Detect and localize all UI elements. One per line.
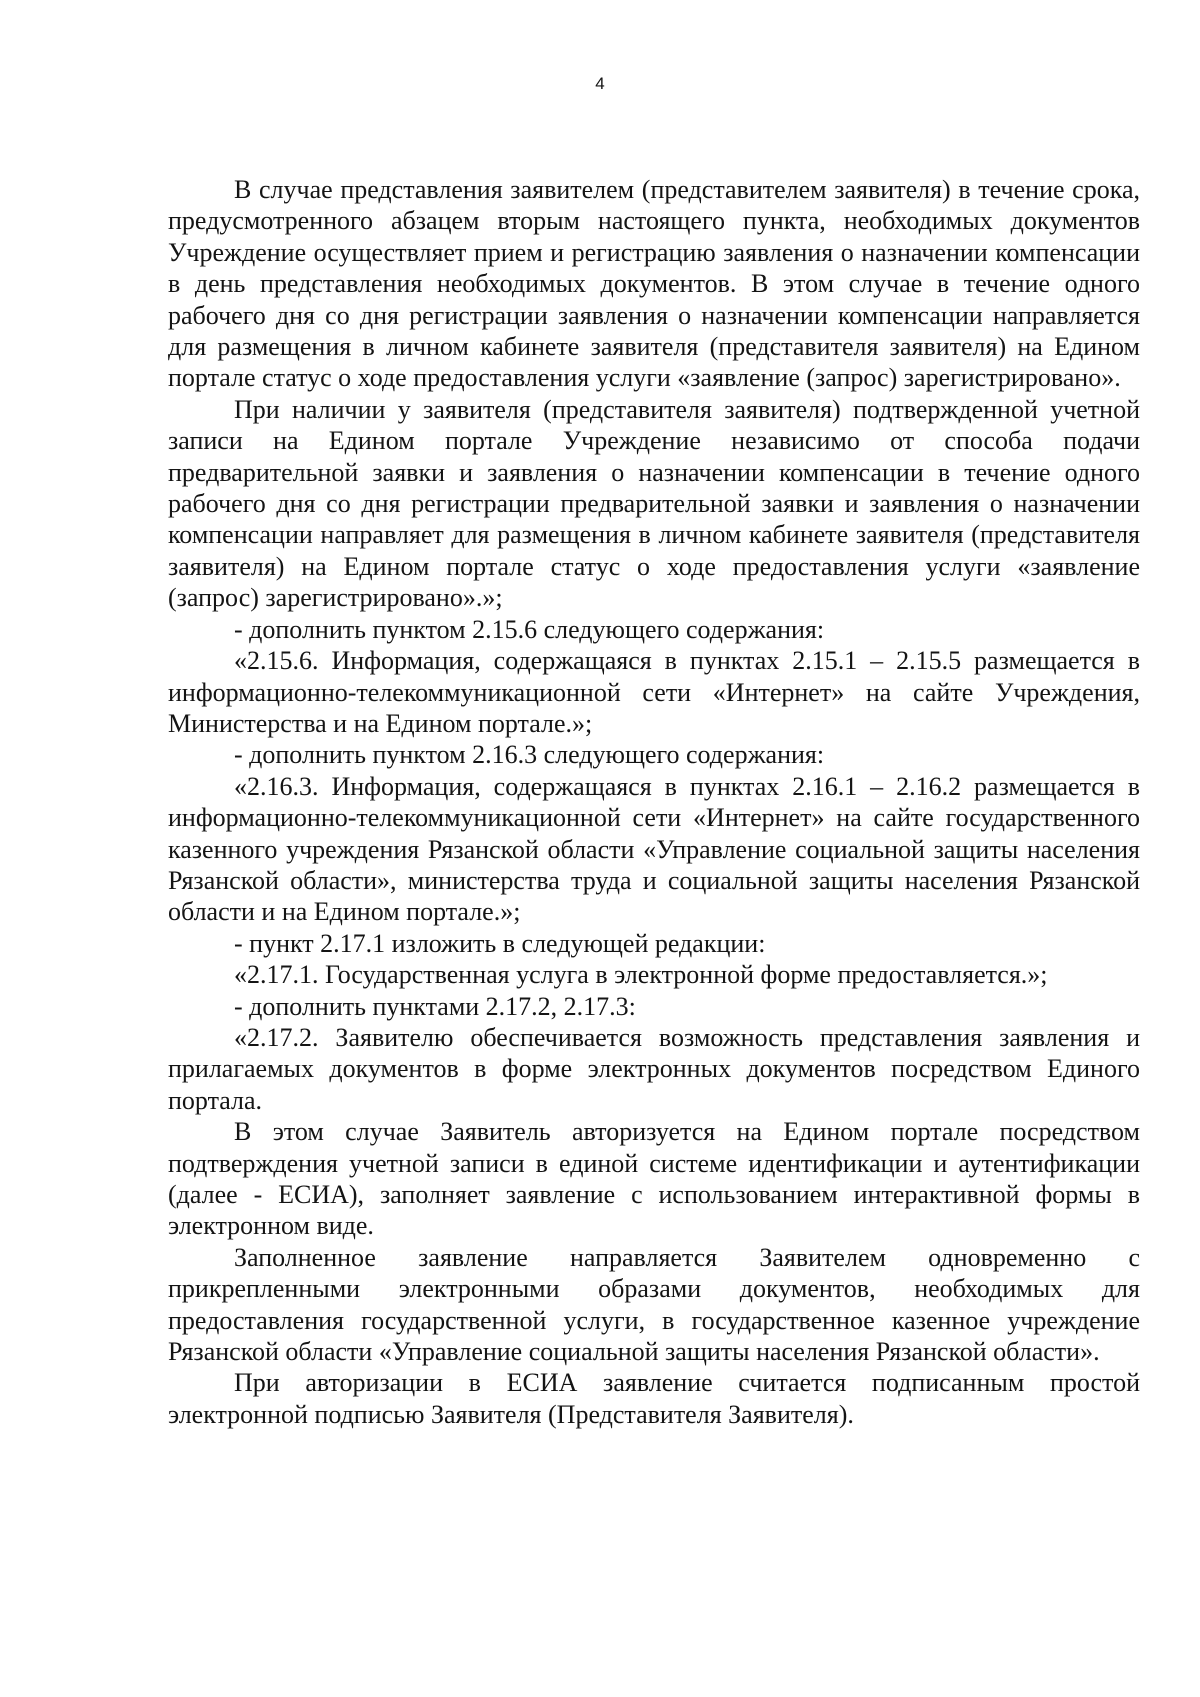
paragraph-esia-authorization: В этом случае Заявитель авторизуется на Едином портале посредством подтверждения учетной записи в единой системе идентификации и аутентификации (далее - ЕСИА), заполняет заявление с использованием интерактивной формы в электронном виде. <box>168 1117 1140 1241</box>
amendment-instruction-2-16-3: - дополнить пунктом 2.16.3 следующего содержания: <box>234 740 825 770</box>
clause-2-16-3: «2.16.3. Информация, содержащаяся в пунктах 2.16.1 – 2.16.2 размещается в информационно-телекоммуникационной сети «Интернет» на сайте государственного казенного учреждения Рязанской области «Управление социальной защиты населения Рязанской области», министерства труда и социальной защиты населения Рязанской области и на Едином портале.»; <box>168 771 1140 927</box>
clause-2-17-1: «2.17.1. Государственная услуга в электронной форме предоставляется.»; <box>234 960 1048 990</box>
clause-2-15-6: «2.15.6. Информация, содержащаяся в пунктах 2.15.1 – 2.15.5 размещается в информационно-телекоммуникационной сети «Интернет» на сайте Учреждения, Министерства и на Едином портале.»; <box>168 646 1140 738</box>
paragraph-simple-signature: При авторизации в ЕСИА заявление считается подписанным простой электронной подписью Заявителя (Представителя Заявителя). <box>168 1368 1140 1429</box>
amendment-instruction-2-17-1: - пункт 2.17.1 изложить в следующей редакции: <box>234 928 766 958</box>
paragraph-filled-application: Заполненное заявление направляется Заявителем одновременно с прикрепленными электронными образами документов, необходимых для предоставления государственной услуги, в государственное казенное учреждение Рязанской области «Управление социальной защиты населения Рязанской области». <box>168 1242 1140 1367</box>
document-body <box>168 174 1140 1430</box>
paragraph-confirmed-account: При наличии у заявителя (представителя заявителя) подтвержденной учетной записи на Едином портале Учреждение независимо от способа подачи предварительной заявки и заявления о назначении компенсации в течение одного рабочего дня со дня регистрации предварительной заявки и заявления о назначении компенсации направляет для размещения в личном кабинете заявителя (представителя заявителя) на Едином портале статус о ходе предоставления услуги «заявление (запрос) зарегистрировано».»; <box>168 394 1140 613</box>
clause-2-17-2: «2.17.2. Заявителю обеспечивается возможность представления заявления и прилагаемых документов в форме электронных документов посредством Единого портала. <box>168 1022 1140 1115</box>
page-number: 4 <box>595 74 605 93</box>
paragraph-registration-status: В случае представления заявителем (представителем заявителя) в течение срока, предусмотренного абзацем вторым настоящего пункта, необходимых документов Учреждение осуществляет прием и регистрацию заявления о назначении компенсации в день представления необходимых документов. В этом случае в течение одного рабочего дня со дня регистрации заявления о назначении компенсации направляется для размещения в личном кабинете заявителя (представителя заявителя) на Едином портале статус о ходе предоставления услуги «заявление (запрос) зарегистрировано». <box>168 175 1140 393</box>
amendment-instruction-2-15-6: - дополнить пунктом 2.15.6 следующего содержания: <box>234 614 825 644</box>
amendment-instruction-2-17-2-3: - дополнить пунктами 2.17.2, 2.17.3: <box>234 991 636 1021</box>
